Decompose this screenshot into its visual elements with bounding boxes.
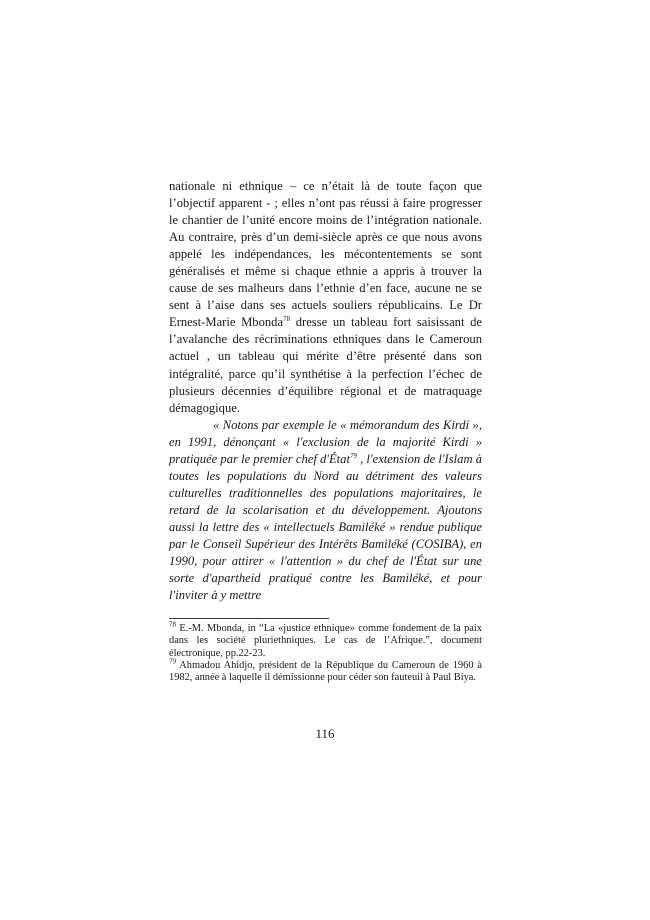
page-content xyxy=(169,178,482,684)
footnote-79 xyxy=(169,657,482,684)
quote-text-2: , l'extension de l'Islam à toutes les populations du Nord au détriment des valeurs culturelles traditionnelles des populations majoritaires, le retard de la scolarisation et du développement. Ajoutons aussi la lettre des « intellectuels Bamiléké » rendue publique par le Conseil Supérieur des Intérêts Bamiléké (COSIBA), en 1990, pour attirer « l'attention » du chef de l'État sur une sorte d'apartheid pratiqué contre les Bamiléké, et pour l'inviter à y mettre xyxy=(169,451,482,603)
footnote-ref-79[interactable]: 79 xyxy=(349,451,357,460)
footnote-text: Ahmadou Ahidjo, président de la République du Cameroun de 1960 à 1982, année à laquelle il démissionne pour céder son fauteuil à Paul Biya. xyxy=(169,659,482,683)
quote-text-1: « Notons par exemple le « mémorandum des Kirdi », en 1991, dénonçant « l'exclusion de la majorité Kirdi » pratiquée par le premier chef d'État xyxy=(169,417,482,466)
footnote-text: E.-M. Mbonda, in “La «justice ethnique» comme fondement de la paix dans les société pluriethniques. Le cas de l’Afrique.”, document électronique, pp.22-23. xyxy=(169,623,482,659)
footnote-78 xyxy=(169,620,482,660)
body-paragraph xyxy=(169,178,482,417)
footnote-number: 78 xyxy=(169,620,176,629)
footnote-separator xyxy=(169,618,329,619)
paragraph-text-2: dresse un tableau fort saisissant de l’avalanche des récriminations ethniques dans le Cameroun actuel , un tableau qui mérite d’être présenté dans son intégralité, parce qu’il synthétise à la perfection l’échec de plusieurs décennies d’équilibre régional et de matraquage démagogique. xyxy=(169,315,483,415)
footnote-ref-78[interactable]: 78 xyxy=(283,315,291,324)
footnote-number: 79 xyxy=(169,657,176,666)
paragraph-text-1: nationale ni ethnique – ce n’était là de toute façon que l’objectif apparent - ; elles n’ont pas réussi à faire progresser le chantier de l’unité encore moins de l’intégration nationale. Au contraire, près d’un demi-siècle après ce que nous avons appelé les indépendances, les mécontentements se sont généralisés et même si chaque ethnie a appris à trouver la cause de ses malheurs dans l’ethnie d’en face, aucune ne se sent à l’aise dans ses actuels souliers républicains. Le Dr Ernest-Marie Mbonda xyxy=(169,179,482,330)
page-number: 116 xyxy=(315,726,335,741)
quote-paragraph xyxy=(169,417,482,605)
